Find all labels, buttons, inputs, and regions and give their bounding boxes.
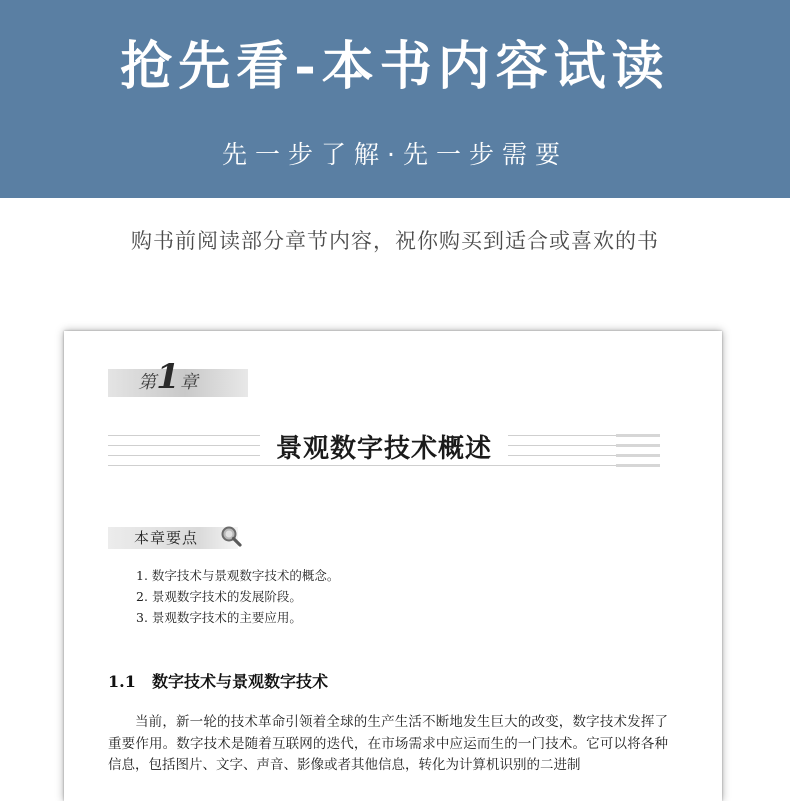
keypoints-label: 本章要点 xyxy=(134,529,199,547)
list-item: 3. 景观数字技术的主要应用。 xyxy=(136,610,302,625)
list-item: 2. 景观数字技术的发展阶段。 xyxy=(136,589,302,604)
chapter-title xyxy=(108,429,660,469)
section-number: 1.1 xyxy=(108,672,136,691)
chapter-number: 1 xyxy=(156,357,180,397)
section-heading xyxy=(108,671,668,693)
section-title: 数字技术与景观数字技术 xyxy=(152,672,329,691)
body-paragraph: 当前，新一轮的技术革命引领着全球的生产生活不断地发生巨大的改变，数字技术发挥了重要作用。数字技术是随着互联网的迭代，在市场需求中应运而生的一门技术。它可以将各种信息，包括图片、文字、声音、影像或者其他信息，转化为计算机识别的二进制 xyxy=(108,714,668,773)
chapter-suffix: 章 xyxy=(179,372,198,393)
banner-title: 抢先看-本书内容试读 xyxy=(120,36,670,97)
header-banner xyxy=(0,0,790,198)
intro-text: 购书前阅读部分章节内容，祝你购买到适合或喜欢的书 xyxy=(131,229,659,253)
list-item: 1. 数字技术与景观数字技术的概念。 xyxy=(136,568,340,583)
chapter-title-text: 景观数字技术概述 xyxy=(260,434,508,464)
chapter-prefix: 第 xyxy=(138,372,157,393)
chapter-badge xyxy=(108,357,248,397)
keypoints-list xyxy=(136,565,696,628)
keypoints-badge xyxy=(108,527,238,549)
magnifier-icon xyxy=(220,525,242,547)
chapter-label xyxy=(108,357,228,397)
book-page-preview xyxy=(64,331,722,801)
banner-subtitle: 先一步了解·先一步需要 xyxy=(222,140,568,169)
